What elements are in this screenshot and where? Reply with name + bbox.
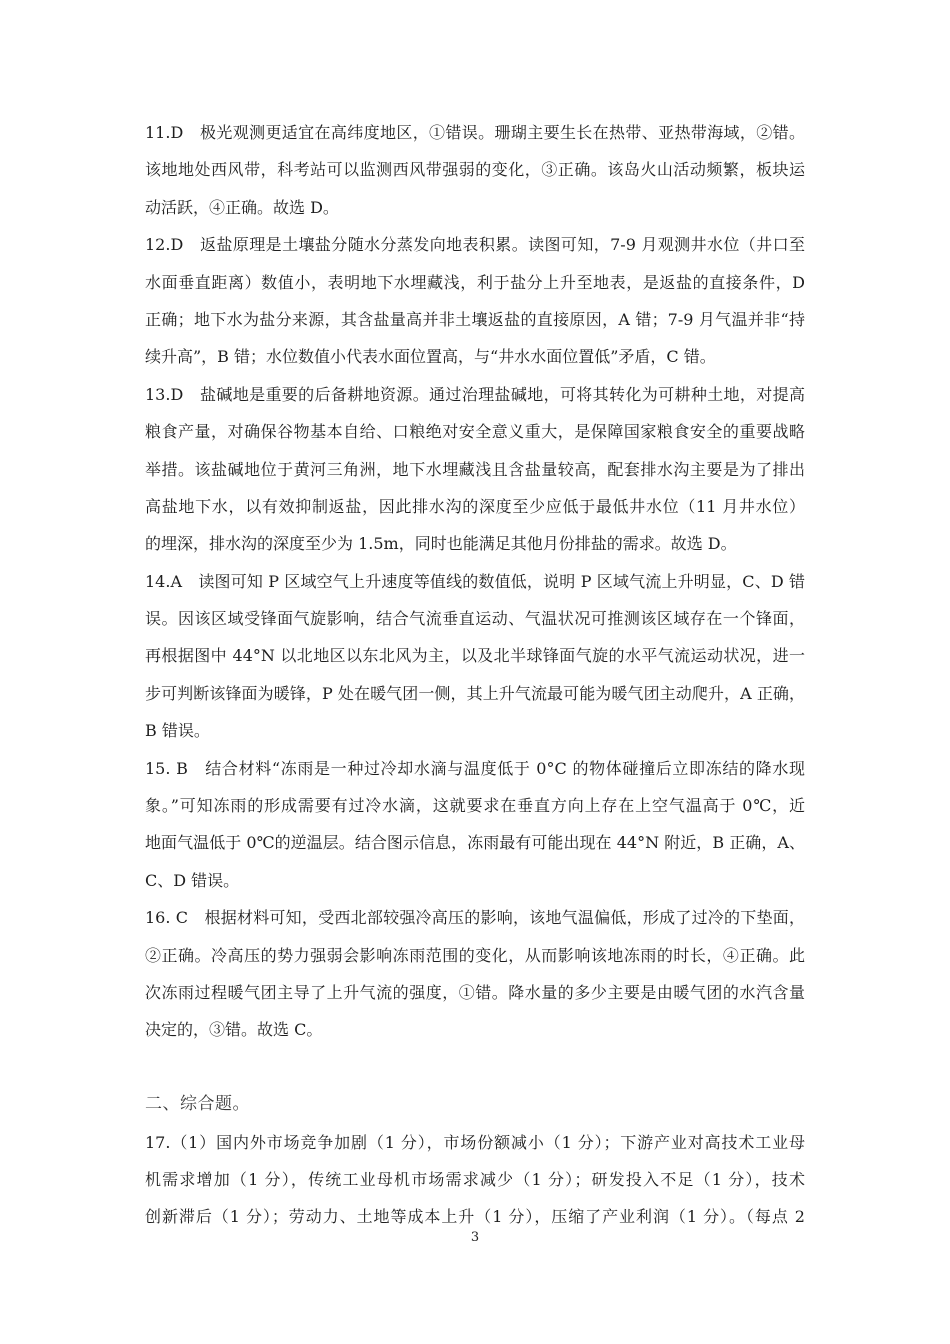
answer-11 xyxy=(145,114,805,226)
answer-line: 16. C 根据材料可知，受西北部较强冷高压的影响，该地气温偏低，形成了过冷的下垫面， xyxy=(145,908,805,928)
answer-line: 续升高”，B 错；水位数值小代表水面位置高，与“井水水面位置低”矛盾，C 错。 xyxy=(145,347,716,367)
answer-16 xyxy=(145,899,805,1049)
answer-17 xyxy=(145,1124,805,1236)
answer-13 xyxy=(145,376,805,563)
answer-line: 高盐地下水，以有效抑制返盐，因此排水沟的深度至少应低于最低井水位（11 月井水位） xyxy=(145,496,805,516)
answer-line: 动活跃，④正确。故选 D。 xyxy=(145,197,339,217)
answer-12 xyxy=(145,226,805,376)
answer-15 xyxy=(145,750,805,900)
answer-line: B 错误。 xyxy=(145,721,210,741)
answer-line: 的埋深，排水沟的深度至少为 1.5m，同时也能满足其他月份排盐的需求。故选 D。 xyxy=(145,534,737,554)
answer-line: 地面气温低于 0℃的逆温层。结合图示信息，冻雨最有可能出现在 44°N 附近，B 正确，A、 xyxy=(145,833,805,853)
section-gap xyxy=(145,1049,805,1086)
answer-line: 决定的，③错。故选 C。 xyxy=(145,1020,323,1040)
answer-line: C、D 错误。 xyxy=(145,870,240,890)
answer-line: 次冻雨过程暖气团主导了上升气流的强度，①错。降水量的多少主要是由暖气团的水汽含量 xyxy=(145,982,805,1002)
answer-line: 粮食产量，对确保谷物基本自给、口粮绝对安全意义重大，是保障国家粮食安全的重要战略 xyxy=(145,422,805,442)
answer-line: 再根据图中 44°N 以北地区以东北风为主，以及北半球锋面气旋的水平气流运动状况，进一 xyxy=(145,646,805,666)
answer-line: 创新滞后（1 分）；劳动力、土地等成本上升（1 分），压缩了产业利润（1 分）。（每点 2 xyxy=(145,1207,805,1227)
answer-line: 机需求增加（1 分），传统工业母机市场需求减少（1 分）；研发投入不足（1 分），技术 xyxy=(145,1169,805,1189)
section-heading: 二、综合题。 xyxy=(145,1094,250,1115)
answer-line: 14.A 读图可知 P 区域空气上升速度等值线的数值低，说明 P 区域气流上升明显，C、D 错 xyxy=(145,571,805,591)
answer-line: ②正确。冷高压的势力强弱会影响冻雨范围的变化，从而影响该地冻雨的时长，④正确。此 xyxy=(145,945,805,965)
answer-line: 该地地处西风带，科考站可以监测西风带强弱的变化，③正确。该岛火山活动频繁，板块运 xyxy=(145,160,805,180)
answer-line: 12.D 返盐原理是土壤盐分随水分蒸发向地表积累。读图可知，7-9 月观测井水位（井口至 xyxy=(145,235,805,255)
answer-line: 步可判断该锋面为暖锋，P 处在暖气团一侧，其上升气流最可能为暖气团主动爬升，A 正确， xyxy=(145,683,805,703)
page-number: 3 xyxy=(470,1230,480,1245)
answer-key-body xyxy=(145,114,805,1236)
answer-line: 15. B 结合材料“冻雨是一种过冷却水滴与温度低于 0°C 的物体碰撞后立即冻结的降水现 xyxy=(145,758,805,778)
answer-line: 象。”可知冻雨的形成需要有过冷水滴，这就要求在垂直方向上存在上空气温高于 0℃，近 xyxy=(145,796,805,816)
answer-line: 11.D 极光观测更适宜在高纬度地区，①错误。珊瑚主要生长在热带、亚热带海域，②错。 xyxy=(145,123,805,142)
answer-line: 举措。该盐碱地位于黄河三角洲，地下水埋藏浅且含盐量较高，配套排水沟主要是为了排出 xyxy=(145,459,805,479)
answer-line: 误。因该区域受锋面气旋影响，结合气流垂直运动、气温状况可推测该区域存在一个锋面， xyxy=(145,609,805,629)
answer-line: 水面垂直距离）数值小，表明地下水埋藏浅，利于盐分上升至地表，是返盐的直接条件，D xyxy=(145,272,805,292)
answer-14 xyxy=(145,563,805,750)
answer-line: 17.（1）国内外市场竞争加剧（1 分），市场份额减小（1 分）；下游产业对高技术工业母 xyxy=(145,1132,805,1152)
answer-line: 正确；地下水为盐分来源，其含盐量高并非土壤返盐的直接原因，A 错；7-9 月气温并非“持 xyxy=(145,309,805,329)
answer-line: 13.D 盐碱地是重要的后备耕地资源。通过治理盐碱地，可将其转化为可耕种土地，对提高 xyxy=(145,384,805,404)
